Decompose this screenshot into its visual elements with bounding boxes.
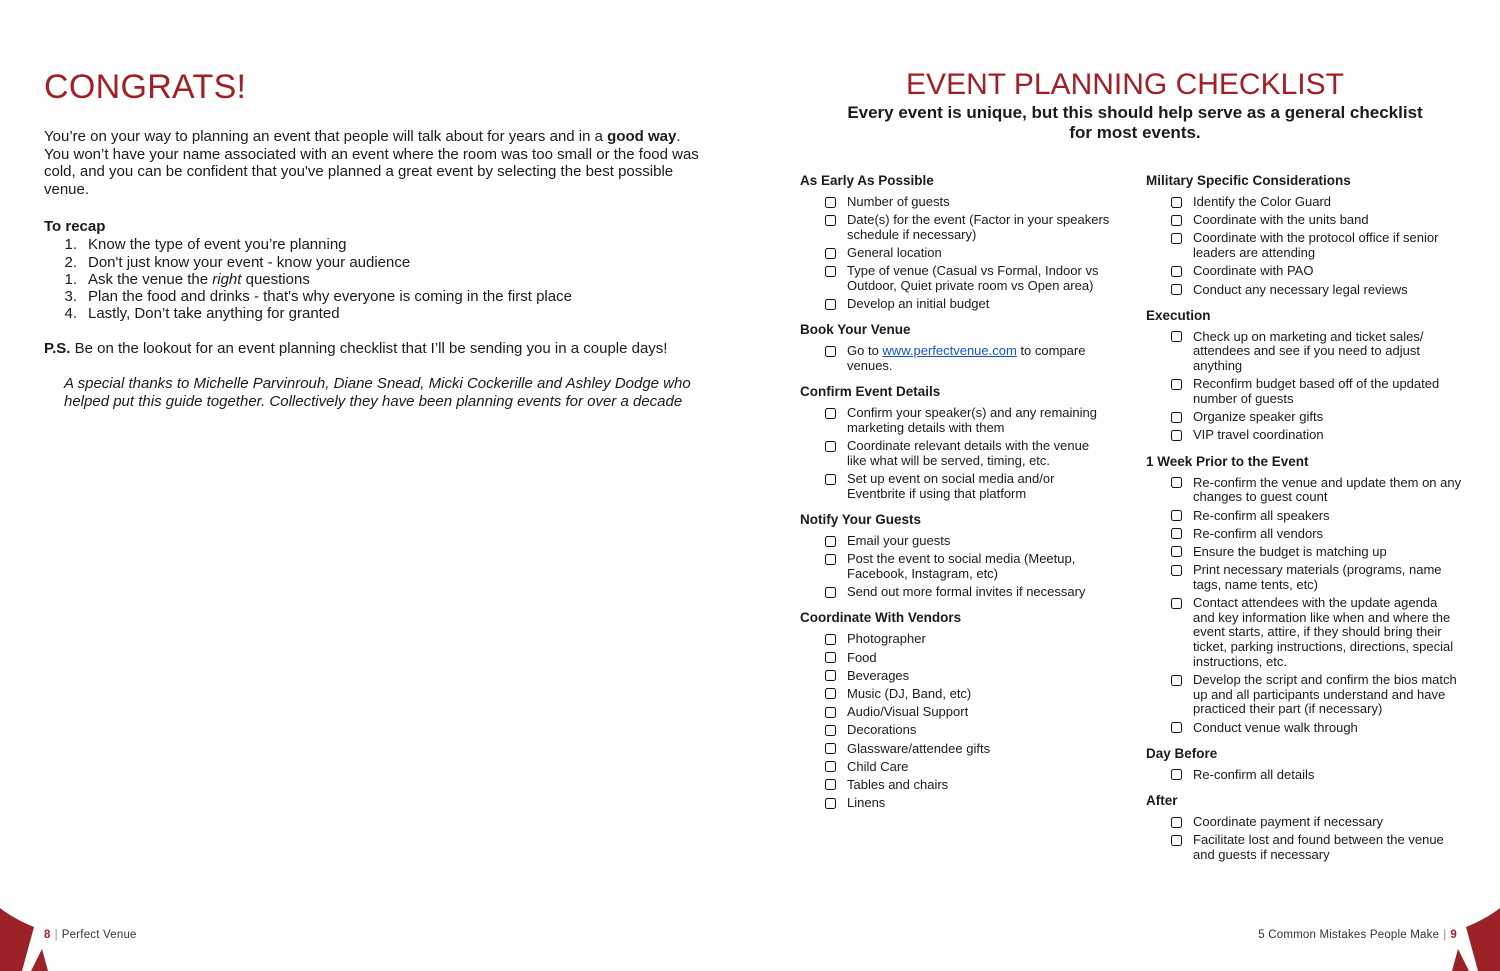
checkbox-icon — [825, 536, 836, 547]
checkbox-icon — [825, 215, 836, 226]
checklist-section — [800, 610, 1112, 811]
checklist-item-text: Number of guests — [847, 194, 950, 209]
right-page-number: 9 — [1450, 929, 1457, 941]
checklist-item-text: Reconfirm budget based off of the updated number of guests — [1193, 376, 1440, 407]
checklist-item — [800, 687, 1112, 702]
text-segment: good way — [607, 128, 677, 145]
checkbox-icon — [825, 761, 836, 772]
checklist-item — [800, 406, 1112, 435]
checklist-item — [1146, 721, 1462, 736]
left-page-number: 8 — [44, 929, 51, 941]
checklist-item — [1146, 509, 1462, 524]
left-footer — [44, 929, 137, 941]
checklist-title: EVENT PLANNING CHECKLIST — [906, 68, 1344, 101]
checklist-item — [800, 632, 1112, 647]
checkbox-icon — [1171, 284, 1182, 295]
checklist-item-text: General location — [847, 245, 942, 261]
checklist-item — [1146, 563, 1462, 592]
checklist-section — [1146, 746, 1462, 783]
text-segment: You’re on your way to planning an event that people will talk about for years and in a — [44, 128, 608, 145]
checklist-item — [1146, 330, 1462, 374]
checkbox-icon — [825, 197, 836, 208]
checklist-item-text: Send out more formal invites if necessary — [847, 584, 1086, 600]
checklist-item — [800, 195, 1112, 210]
list-item-number: 1. — [64, 270, 77, 288]
checklist-item — [800, 439, 1112, 468]
checklist-item — [1146, 527, 1462, 542]
checkbox-icon — [1171, 233, 1182, 244]
text-segment: to compare venues. — [847, 343, 1086, 374]
section-heading: 1 Week Prior to the Event — [1146, 453, 1309, 469]
checklist-item-text: Child Care — [847, 758, 909, 774]
checklist-item-text: Set up event on social media and/or Eventbrite if using that platform — [847, 471, 1055, 501]
section-heading: Military Specific Considerations — [1146, 173, 1351, 188]
checklist-section — [800, 512, 1112, 600]
checklist-item — [800, 796, 1112, 811]
recap-list-item — [44, 236, 704, 253]
checkbox-icon — [1171, 769, 1182, 780]
checklist-item-text: Re-confirm all speakers — [1193, 507, 1330, 523]
checklist-item — [800, 585, 1112, 600]
checklist-section — [1146, 308, 1462, 443]
checklist-item-text: VIP travel coordination — [1193, 427, 1324, 443]
checklist-section — [800, 384, 1112, 501]
checklist-item-text: Conduct any necessary legal reviews — [1193, 281, 1408, 297]
checklist-section — [800, 173, 1112, 312]
checkbox-icon — [825, 688, 836, 699]
checklist-item — [1146, 264, 1462, 279]
text-segment: P.S. — [44, 340, 71, 358]
text-segment: Be on the lookout for an event planning checklist that I’ll be sending you in a couple days! — [70, 340, 668, 358]
checklist-item-text: Ensure the budget is matching up — [1193, 543, 1387, 559]
checklist-item — [800, 344, 1112, 373]
checklist-item-text: Beverages — [847, 667, 910, 683]
checklist-item — [800, 705, 1112, 720]
checklist-item — [1146, 596, 1462, 670]
checklist-item-text: Re-confirm the venue and update them on any changes to guest count — [1193, 474, 1462, 505]
checklist-item-text: Post the event to social media (Meetup, Facebook, Instagram, etc) — [847, 551, 1076, 581]
list-item-number: 2. — [64, 253, 77, 271]
checkbox-icon — [1171, 546, 1182, 557]
section-heading: Execution — [1146, 307, 1211, 323]
text-segment: Go to — [847, 343, 883, 359]
checklist-item — [800, 264, 1112, 293]
checklist-item-text: Food — [847, 649, 877, 665]
checkbox-icon — [825, 248, 836, 259]
intro-paragraph — [44, 128, 704, 198]
checklist-item — [1146, 833, 1462, 862]
text-segment: questions — [241, 270, 310, 288]
left-page — [44, 68, 704, 410]
checkbox-icon — [825, 408, 836, 419]
checkbox-icon — [1171, 215, 1182, 226]
page-title: CONGRATS! — [44, 68, 247, 106]
checklist-item — [1146, 815, 1462, 830]
checkbox-icon — [1171, 598, 1182, 609]
checkbox-icon — [825, 346, 836, 357]
ps-paragraph — [44, 340, 704, 358]
checklist-item-text: Date(s) for the event (Factor in your speakers schedule if necessary) — [847, 212, 1110, 242]
list-item-text — [88, 305, 340, 322]
recap-list-item — [44, 288, 704, 305]
checklist-item-text: Develop the script and confirm the bios match up and all participants understand and have practiced their part (if necessary) — [1193, 672, 1457, 717]
checklist-item-text: Confirm your speaker(s) and any remaining marketing details with them — [847, 405, 1097, 436]
checkbox-icon — [825, 441, 836, 452]
checklist-item-text: Glassware/attendee gifts — [847, 740, 991, 756]
list-item-text — [88, 271, 310, 288]
checkbox-icon — [825, 299, 836, 310]
checkbox-icon — [825, 587, 836, 598]
text-segment: Plan the food and drinks - that's why everyone is coming in the first place — [88, 287, 572, 305]
checkbox-icon — [825, 266, 836, 277]
checklist-item-text: Print necessary materials (programs, name tags, name tents, etc) — [1193, 562, 1442, 592]
checklist-item — [800, 742, 1112, 757]
checkbox-icon — [1171, 331, 1182, 342]
checklist-item — [800, 552, 1112, 581]
list-item-text — [88, 236, 347, 253]
checklist-item-text: Re-confirm all details — [1193, 766, 1315, 782]
checkbox-icon — [1171, 528, 1182, 539]
checklist-item — [1146, 283, 1462, 298]
list-item-number: 1. — [64, 236, 77, 254]
checklist-item — [1146, 195, 1462, 210]
checkbox-icon — [825, 725, 836, 736]
checklist-item — [1146, 428, 1462, 443]
checklist-item — [800, 778, 1112, 793]
checklist-item — [800, 760, 1112, 775]
footer-divider: | — [54, 929, 58, 941]
checklist-item-text: Type of venue (Casual vs Formal, Indoor vs Outdoor, Quiet private room vs Open area) — [847, 263, 1099, 294]
checklist-item — [800, 534, 1112, 549]
checkbox-icon — [1171, 510, 1182, 521]
checklist-section — [1146, 454, 1462, 736]
checklist-item-text: Tables and chairs — [847, 776, 949, 792]
checkbox-icon — [825, 554, 836, 565]
text-segment: Ask the venue the — [88, 270, 213, 288]
list-item-text — [88, 288, 572, 305]
section-heading: Day Before — [1146, 745, 1218, 761]
recap-list — [44, 236, 704, 322]
checklist-item — [800, 651, 1112, 666]
checklist-item-text: Decorations — [847, 722, 917, 738]
checklist-item-text: Coordinate with the units band — [1193, 212, 1369, 228]
checkbox-icon — [825, 743, 836, 754]
section-heading: Book Your Venue — [800, 322, 911, 338]
text-segment: . You won’t have your name associated with an event where the room was too small or the food was cold, and you can be confident that you've planned a great event by selecting the best possible venue. — [44, 128, 699, 198]
checklist-item-text: Audio/Visual Support — [847, 704, 969, 720]
checklist-item-text: Conduct venue walk through — [1193, 719, 1358, 735]
checkbox-icon — [825, 474, 836, 485]
thanks-paragraph: A special thanks to Michelle Parvinrouh, Diane Snead, Micki Cockerille and Ashley Dodge who helped put this guide together. Collectively they have been planning events for over a decade — [64, 374, 691, 410]
checkbox-icon — [1171, 675, 1182, 686]
checkbox-icon — [1171, 266, 1182, 277]
list-item-number: 4. — [64, 305, 77, 323]
checklist-section — [1146, 173, 1462, 297]
checklist-subtitle: Every event is unique, but this should help serve as a general checklist for most events. — [847, 103, 1423, 142]
checklist-item-text: Coordinate payment if necessary — [1193, 814, 1384, 830]
text-segment: Don't just know your event - know your audience — [88, 253, 411, 271]
checkbox-icon — [1171, 197, 1182, 208]
perfectvenue-link[interactable]: www.perfectvenue.com — [882, 343, 1017, 359]
checklist-item — [1146, 213, 1462, 228]
checklist-item — [800, 213, 1112, 242]
checklist-item — [1146, 768, 1462, 783]
checkbox-icon — [825, 670, 836, 681]
footer-divider: | — [1443, 929, 1447, 941]
corner-ribbon-graphic — [1450, 905, 1500, 971]
checklist-item-text: Identify the Color Guard — [1193, 194, 1332, 209]
checklist-item-text: Check up on marketing and ticket sales/ attendees and see if you need to adjust anything — [1193, 328, 1424, 374]
checkbox-icon — [1171, 722, 1182, 733]
text-segment: right — [212, 270, 242, 288]
checklist-item — [1146, 545, 1462, 560]
checklist-item — [1146, 377, 1462, 406]
checklist-column-left — [800, 173, 1112, 814]
right-footer-label: 5 Common Mistakes People Make — [1258, 929, 1440, 941]
checklist-item — [800, 669, 1112, 684]
checklist-item-text: Coordinate relevant details with the venue like what will be served, timing, etc. — [847, 438, 1090, 468]
checklist-item-text: Coordinate with the protocol office if senior leaders are attending — [1193, 230, 1439, 261]
checklist-item — [800, 246, 1112, 261]
checklist-item — [800, 297, 1112, 312]
recap-list-item — [44, 271, 704, 288]
checkbox-icon — [825, 707, 836, 718]
checkbox-icon — [1171, 412, 1182, 423]
checklist-item-text: Photographer — [847, 631, 926, 647]
text-segment: Lastly, Don’t take anything for granted — [88, 305, 340, 323]
checkbox-icon — [1171, 379, 1182, 390]
section-heading: After — [1146, 793, 1178, 809]
corner-ribbon-graphic — [0, 905, 50, 971]
checklist-section — [800, 322, 1112, 373]
checklist-item — [1146, 231, 1462, 260]
checklist-item-text: Develop an initial budget — [847, 296, 990, 312]
checkbox-icon — [1171, 477, 1182, 488]
checklist-item-text: Organize speaker gifts — [1193, 409, 1324, 425]
checkbox-icon — [825, 779, 836, 790]
checklist-item-text: Email your guests — [847, 533, 951, 549]
list-item-number: 3. — [64, 287, 77, 305]
checklist-item-text: Re-confirm all vendors — [1193, 525, 1324, 541]
checkbox-icon — [825, 634, 836, 645]
section-heading: Confirm Event Details — [800, 384, 941, 400]
checklist-section — [1146, 793, 1462, 863]
section-heading: Coordinate With Vendors — [800, 610, 962, 626]
checkbox-icon — [825, 652, 836, 663]
recap-heading: To recap — [44, 218, 106, 236]
checklist-item-text — [847, 344, 1112, 373]
left-footer-label: Perfect Venue — [61, 929, 137, 941]
checkbox-icon — [1171, 430, 1182, 441]
checklist-item-text: Contact attendees with the update agenda and key information like when and where the event starts, attire, if they should bring their ticket, parking instructions, directions, special instructions, etc. — [1193, 595, 1454, 669]
checkbox-icon — [1171, 565, 1182, 576]
checklist-item — [800, 723, 1112, 738]
recap-list-item — [44, 305, 704, 322]
recap-list-item — [44, 254, 704, 271]
list-item-text — [88, 254, 410, 271]
checklist-item — [1146, 410, 1462, 425]
checklist-item — [1146, 673, 1462, 717]
section-heading: As Early As Possible — [800, 173, 934, 188]
checkbox-icon — [1171, 835, 1182, 846]
checklist-item-text: Linens — [847, 795, 886, 811]
text-segment: Know the type of event you’re planning — [88, 236, 347, 254]
right-footer — [1258, 929, 1457, 941]
checklist-item — [800, 472, 1112, 501]
checkbox-icon — [1171, 817, 1182, 828]
checklist-item-text: Coordinate with PAO — [1193, 263, 1314, 279]
checklist-item — [1146, 476, 1462, 505]
section-heading: Notify Your Guests — [800, 512, 922, 528]
checklist-item-text: Music (DJ, Band, etc) — [847, 685, 972, 701]
checklist-item-text: Facilitate lost and found between the venue and guests if necessary — [1193, 832, 1444, 862]
checkbox-icon — [825, 798, 836, 809]
checklist-column-right — [1146, 173, 1462, 866]
